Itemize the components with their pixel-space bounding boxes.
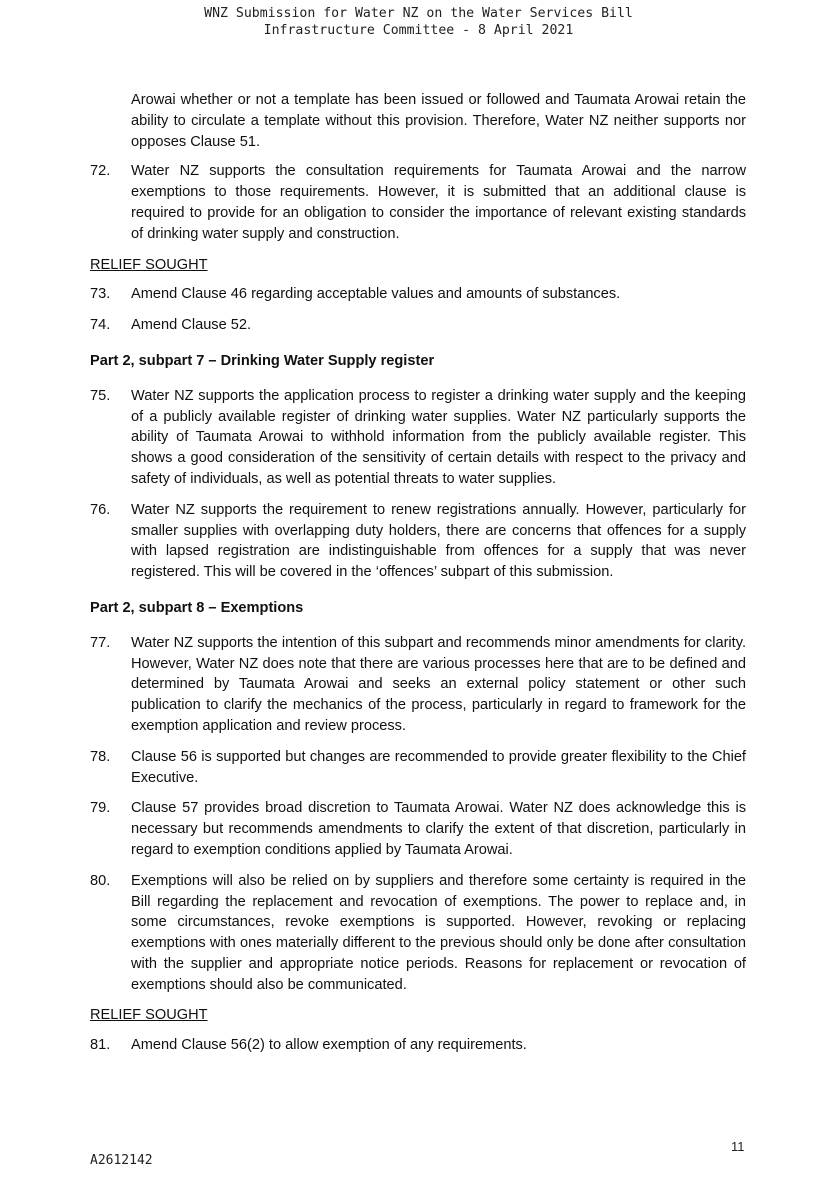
relief-sought-heading: RELIEF SOUGHT bbox=[90, 256, 208, 273]
relief-sought-heading: RELIEF SOUGHT bbox=[90, 1007, 208, 1024]
paragraph-number: 72. bbox=[90, 163, 111, 180]
page-number: 11 bbox=[731, 1139, 745, 1154]
paragraph-number: 73. bbox=[90, 286, 111, 303]
paragraph-number: 78. bbox=[90, 748, 111, 765]
paragraph-number: 74. bbox=[90, 317, 111, 334]
document-id: A2612142 bbox=[90, 1153, 153, 1168]
paragraph-number: 81. bbox=[90, 1037, 111, 1054]
paragraph-73 bbox=[90, 284, 746, 305]
paragraph-text: Water NZ supports the consultation requirements for Taumata Arowai and the narrow exemptions to those requirements. However, it is submitted that an additional clause is required to provide for an obligation to consider the importance of relevant existing standards of drinking water supply and construction. bbox=[131, 163, 746, 242]
paragraph-number: 75. bbox=[90, 387, 111, 404]
paragraph-number: 77. bbox=[90, 634, 111, 651]
paragraph-74 bbox=[90, 315, 746, 336]
paragraph-text: Clause 56 is supported but changes are recommended to provide greater flexibility to the Chief Executive. bbox=[131, 748, 746, 786]
header-title: WNZ Submission for Water NZ on the Water Services Bill bbox=[204, 6, 633, 21]
paragraph-72 bbox=[90, 161, 746, 244]
section-heading-subpart-8: Part 2, subpart 8 – Exemptions bbox=[90, 599, 304, 616]
paragraph-78 bbox=[90, 747, 746, 789]
page-header bbox=[0, 5, 837, 39]
paragraph-75 bbox=[90, 386, 746, 490]
paragraph-text: Amend Clause 56(2) to allow exemption of any requirements. bbox=[131, 1037, 527, 1054]
paragraph-text: Arowai whether or not a template has been issued or followed and Taumata Arowai retain the ability to circulate a template without this provision. Therefore, Water NZ neither supports nor opposes Clause 51. bbox=[131, 92, 746, 150]
paragraph-81 bbox=[90, 1035, 746, 1056]
section-heading-subpart-7: Part 2, subpart 7 – Drinking Water Supply register bbox=[90, 352, 435, 369]
paragraph-79 bbox=[90, 798, 746, 860]
paragraph-text: Exemptions will also be relied on by suppliers and therefore some certainty is required in the Bill regarding the replacement and revocation of exemptions. The power to replace and, in some circumstances, revoke exemptions is supported. However, revoking or replacing exemptions with ones materially different to the previous should only be done after consultation with the supplier and appropriate notice periods. Reasons for replacement or revocation of exemptions should also be communicated. bbox=[131, 872, 746, 993]
paragraph-text: Amend Clause 52. bbox=[131, 317, 252, 334]
paragraph-text: Clause 57 provides broad discretion to Taumata Arowai. Water NZ does acknowledge this is necessary but recommends amendments to clarify the extent of that discretion, particularly in regard to exemption conditions applied by Taumata Arowai. bbox=[131, 800, 746, 858]
paragraph-text: Water NZ supports the requirement to renew registrations annually. However, particularly for smaller supplies with overlapping duty holders, there are concerns that offences for a supply with lapsed registration are indistinguishable from offences for a supply that was never registered. This will be covered in the ‘offences’ subpart of this submission. bbox=[131, 501, 746, 581]
paragraph-76 bbox=[90, 500, 746, 583]
paragraph-number: 76. bbox=[90, 501, 111, 518]
paragraph-text: Water NZ supports the application process to register a drinking water supply and the keeping of a publicly available register of drinking water supplies. Water NZ particularly supports the ability of Taumata Arowai to withhold information from the publicly available register. This shows a good consideration of the sensitivity of certain details with respect to the privacy and safety of individuals, as well as potential threats to water supplies. bbox=[131, 387, 746, 487]
document-body bbox=[90, 90, 746, 1066]
paragraph-77 bbox=[90, 633, 746, 737]
paragraph-number: 79. bbox=[90, 800, 111, 817]
continuation-paragraph bbox=[90, 90, 746, 152]
paragraph-number: 80. bbox=[90, 872, 111, 889]
paragraph-80 bbox=[90, 871, 746, 996]
paragraph-text: Water NZ supports the intention of this subpart and recommends minor amendments for clarity. However, Water NZ does note that there are various processes here that are to be defined and determined by Taumata Arowai and seeks an external policy statement or other such publication to clarify the mechanics of the process, particularly in regard to framework for the exemption application and review process. bbox=[131, 634, 746, 734]
paragraph-text: Amend Clause 46 regarding acceptable values and amounts of substances. bbox=[131, 286, 621, 303]
header-subtitle: Infrastructure Committee - 8 April 2021 bbox=[263, 23, 574, 38]
